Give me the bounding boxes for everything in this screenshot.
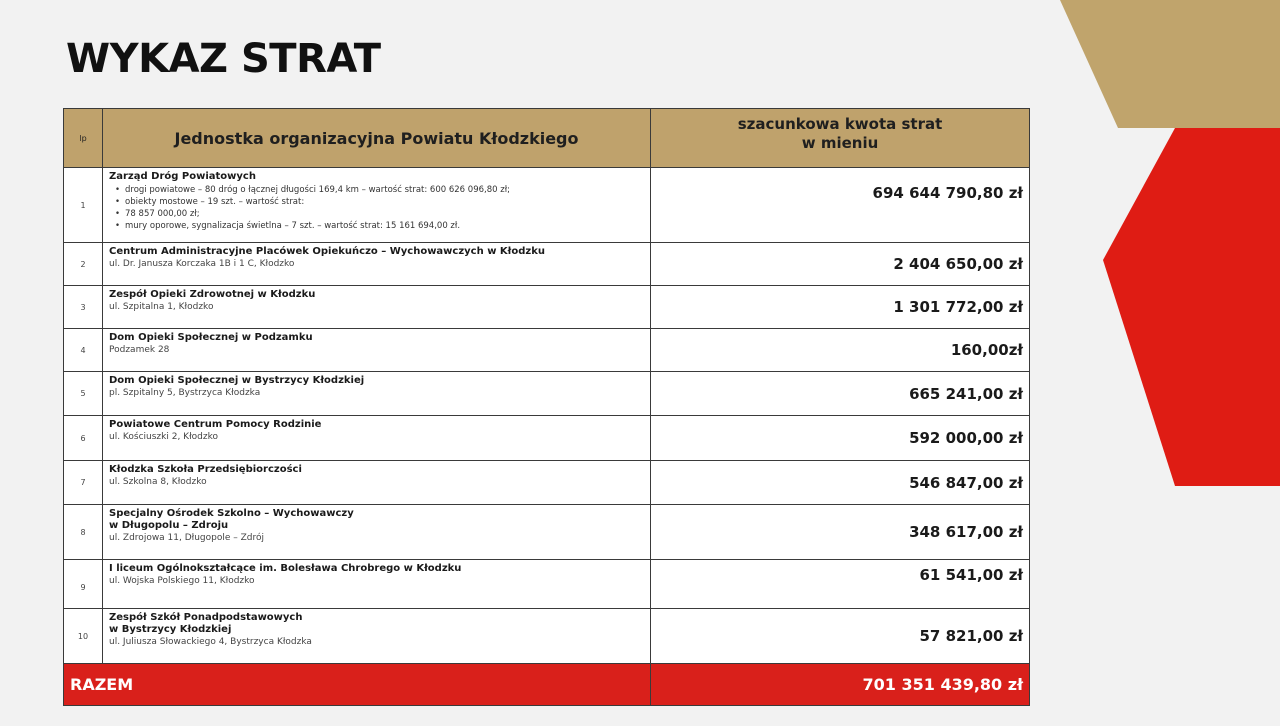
table-row	[64, 372, 1030, 416]
row-lp: 2	[64, 243, 103, 286]
total-row	[64, 664, 1030, 706]
header-unit: Jednostka organizacyjna Powiatu Kłodzkiego	[103, 109, 651, 168]
unit-address: pl. Szpitalny 5, Bystrzyca Kłodzka	[109, 388, 261, 398]
table-row	[64, 461, 1030, 505]
row-unit	[103, 286, 651, 329]
row-unit	[103, 168, 651, 243]
row-lp: 6	[64, 416, 103, 461]
unit-name: Zespół Szkół Ponadpodstawowych	[109, 612, 303, 623]
row-lp: 8	[64, 505, 103, 560]
row-lp: 4	[64, 329, 103, 372]
row-unit	[103, 461, 651, 505]
table-row	[64, 243, 1030, 286]
table-row	[64, 505, 1030, 560]
row-lp: 3	[64, 286, 103, 329]
row-lp: 9	[64, 560, 103, 609]
page-title: WYKAZ STRAT	[66, 36, 381, 82]
header-amount-line1: szacunkowa kwota strat	[737, 115, 943, 133]
unit-address: ul. Dr. Janusza Korczaka 1B i 1 C, Kłodzko	[109, 259, 295, 269]
total-label: RAZEM	[64, 664, 651, 706]
unit-name: Dom Opieki Społecznej w Podzamku	[109, 332, 313, 343]
row-amount: 546 847,00 zł	[651, 461, 1030, 505]
row-amount: 160,00zł	[651, 329, 1030, 372]
list-item: • 78 857 000,00 zł;	[115, 208, 644, 220]
table-row	[64, 286, 1030, 329]
unit-name: Kłodzka Szkoła Przedsiębiorczości	[109, 464, 302, 475]
table-header-row	[64, 109, 1030, 168]
unit-name: Powiatowe Centrum Pomocy Rodzinie	[109, 419, 322, 430]
list-item: • obiekty mostowe – 19 szt. – wartość strat:	[115, 196, 644, 208]
unit-name: I liceum Ogólnokształcące im. Bolesława Chrobrego w Kłodzku	[109, 563, 462, 574]
row-unit	[103, 329, 651, 372]
row-amount: 1 301 772,00 zł	[651, 286, 1030, 329]
unit-address: ul. Wojska Polskiego 11, Kłodzko	[109, 576, 255, 586]
row-lp: 1	[64, 168, 103, 243]
unit-name: Zarząd Dróg Powiatowych	[109, 171, 256, 182]
row-lp: 7	[64, 461, 103, 505]
unit-name-line2: w Bystrzycy Kłodzkiej	[109, 624, 232, 635]
losses-table	[63, 108, 1030, 706]
table-row	[64, 168, 1030, 243]
table-row	[64, 329, 1030, 372]
row-amount: 61 541,00 zł	[651, 560, 1030, 609]
row-amount: 592 000,00 zł	[651, 416, 1030, 461]
unit-address: ul. Kościuszki 2, Kłodzko	[109, 432, 218, 442]
loss-details-list	[115, 184, 644, 232]
unit-address: ul. Zdrojowa 11, Długopole – Zdrój	[109, 533, 265, 543]
total-amount: 701 351 439,80 zł	[651, 664, 1030, 706]
gold-hexagon-shape	[1060, 0, 1280, 128]
unit-name: Centrum Administracyjne Placówek Opiekuńczo – Wychowawczych w Kłodzku	[109, 246, 546, 257]
unit-name: Zespół Opieki Zdrowotnej w Kłodzku	[109, 289, 316, 300]
row-unit	[103, 560, 651, 609]
unit-address: ul. Juliusza Słowackiego 4, Bystrzyca Kłodzka	[109, 637, 312, 647]
row-amount: 57 821,00 zł	[651, 609, 1030, 664]
list-item: • mury oporowe, sygnalizacja świetlna – 7 szt. – wartość strat: 15 161 694,00 zł.	[115, 220, 644, 232]
table-row	[64, 416, 1030, 461]
row-amount: 665 241,00 zł	[651, 372, 1030, 416]
row-lp: 5	[64, 372, 103, 416]
unit-name: Specjalny Ośrodek Szkolno – Wychowawczy	[109, 508, 354, 519]
unit-address: Podzamek 28	[109, 345, 170, 355]
row-lp: 10	[64, 609, 103, 664]
red-hexagon-shape	[1103, 128, 1280, 486]
row-unit	[103, 243, 651, 286]
row-amount: 694 644 790,80 zł	[651, 168, 1030, 243]
unit-address: ul. Szpitalna 1, Kłodzko	[109, 302, 214, 312]
header-amount	[651, 109, 1030, 168]
row-unit	[103, 372, 651, 416]
table-row	[64, 560, 1030, 609]
unit-name-line2: w Długopolu – Zdroju	[109, 520, 229, 531]
row-unit	[103, 505, 651, 560]
unit-name: Dom Opieki Społecznej w Bystrzycy Kłodzkiej	[109, 375, 365, 386]
row-unit	[103, 609, 651, 664]
table-row	[64, 609, 1030, 664]
list-item: • drogi powiatowe – 80 dróg o łącznej długości 169,4 km – wartość strat: 600 626 096,80 zł;	[115, 184, 644, 196]
unit-address: ul. Szkolna 8, Kłodzko	[109, 477, 207, 487]
header-amount-line2: w mieniu	[801, 134, 879, 152]
row-amount: 348 617,00 zł	[651, 505, 1030, 560]
row-amount: 2 404 650,00 zł	[651, 243, 1030, 286]
row-unit	[103, 416, 651, 461]
header-lp: lp	[64, 109, 103, 168]
